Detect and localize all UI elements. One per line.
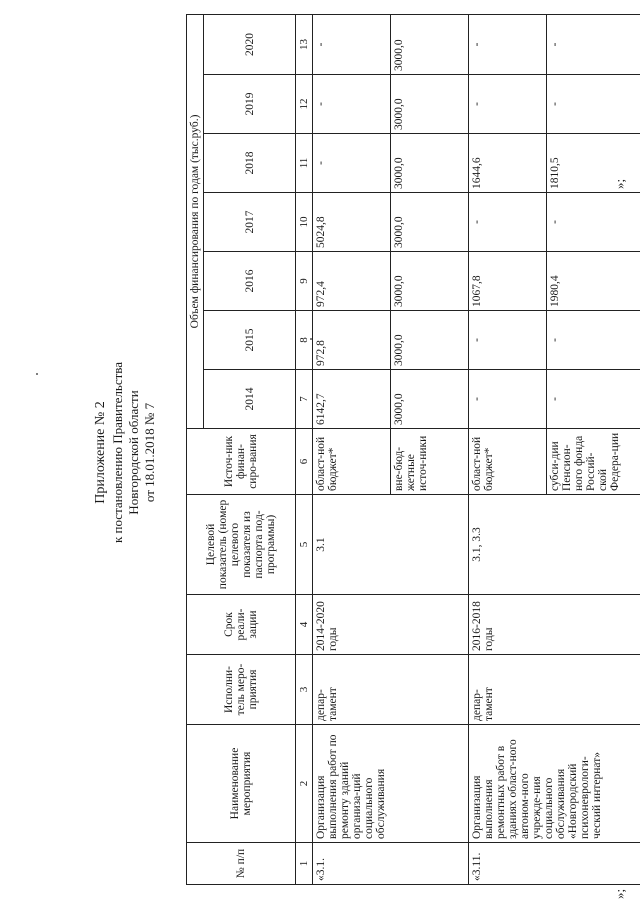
row-end-mark: »; [612,178,627,189]
row-value: - [469,370,547,429]
row-value: 3000,0 [391,14,469,74]
row-value: - [547,75,640,134]
row-value: 3000,0 [391,75,469,134]
row-value: 6142,7 [313,370,391,429]
row-value: 5024,8 [313,193,391,252]
col-number: 6 [296,429,313,495]
row-num: «3.11. [469,843,640,885]
row-target: 3.1 [313,495,469,595]
header-name: Наименование мероприятия [187,725,296,843]
row-value: - [313,134,391,193]
row-value: 1644,6 [469,134,547,193]
col-number: 7 [296,370,313,429]
row-value: - [469,193,547,252]
row-value: - [469,311,547,370]
row-value: 3000,0 [391,193,469,252]
header-line-4: от 18.01.2018 № 7 [142,402,157,503]
col-number: 1 [296,843,313,885]
row-value: 1810,5 [547,134,640,193]
col-number: 2 [296,725,313,843]
row-value: - [469,75,547,134]
row-value: 972,4 [313,252,391,311]
col-number: 12 [296,75,313,134]
col-number: 9 [296,252,313,311]
header-source: Источ-ник финан-сиро-вания [187,429,296,495]
col-number: 5 [296,495,313,595]
row-value: - [547,311,640,370]
funding-table [186,14,640,885]
row-source: област-ной бюджет* [313,429,391,495]
row-target: 3.1, 3.3 [469,495,640,595]
header-target: Целевой показатель (номер целевого показателя из паспорта под-программы) [187,495,296,595]
row-period: 2014-2020 годы [313,595,469,655]
appendix-title: Приложение № 2 [93,401,108,504]
row-end-mark: »; [612,888,627,899]
row-value: 1067,8 [469,252,547,311]
header-year: 2014 [204,370,296,429]
col-number: 13 [296,14,313,74]
header-year: 2015 [204,311,296,370]
header-line-3: Новгородской области [126,390,141,515]
header-num: № п/п [187,843,296,885]
header-year: 2017 [204,193,296,252]
row-executor: депар-тамент [313,655,469,725]
row-value: - [313,14,391,74]
row-period: 2016-2018 годы [469,595,640,655]
table-row [313,14,391,884]
row-value: - [313,75,391,134]
row-value: - [547,14,640,74]
row-value: 3000,0 [391,370,469,429]
scan-speck [36,373,38,375]
row-value: - [547,370,640,429]
row-value: 972,8 [313,311,391,370]
row-executor: депар-тамент [469,655,640,725]
header-period: Срок реали-зации [187,595,296,655]
table-row [469,14,547,884]
row-value: 1980,4 [547,252,640,311]
document-header [93,0,158,905]
header-line-2: к постановлению Правительства [110,361,125,544]
col-number: 10 [296,193,313,252]
col-number: 3 [296,655,313,725]
row-name: Организация выполнения ремонтных работ в зданиях област-ного автоном-ного учрежде-ния социального обслуживания «Новгородский психоневрологи-ческий интернат» [469,725,640,843]
row-value: - [469,14,547,74]
row-num: «3.1. [313,843,469,885]
row-name: Организация выполнения работ по ремонту зданий организа-ций социального обслуживания [313,725,469,843]
row-source: вне-бюд-жетные источ-ники [391,429,469,495]
header-year: 2018 [204,134,296,193]
row-value: 3000,0 [391,252,469,311]
row-value: 3000,0 [391,134,469,193]
header-year: 2020 [204,14,296,74]
col-number: 4 [296,595,313,655]
header-executor: Исполни-тель меро-приятия [187,655,296,725]
header-year: 2019 [204,75,296,134]
row-value: - [547,193,640,252]
header-funding-group: Объем финансирования по годам (тыс.руб.) [187,14,204,428]
row-source: област-ной бюджет* [469,429,547,495]
row-value: 3000,0 [391,311,469,370]
col-number: 8 [296,311,313,370]
column-number-row [296,14,313,884]
col-number: 11 [296,134,313,193]
scan-speck [310,338,312,340]
row-source: субси-дии Пенсион-ного фонда Россий-ской Федера-ции [547,429,640,495]
header-year: 2016 [204,252,296,311]
